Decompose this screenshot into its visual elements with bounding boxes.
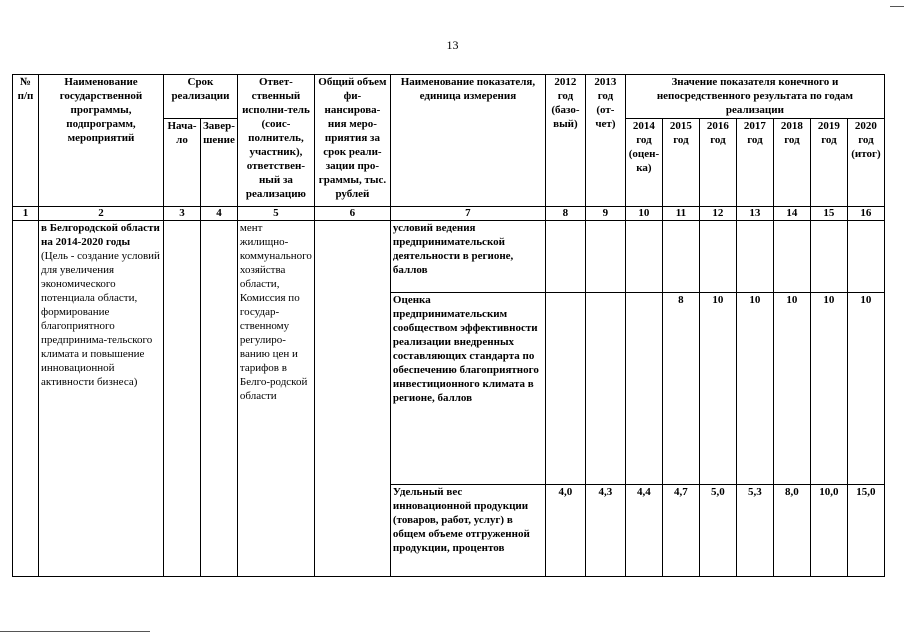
- value-cell: 10: [847, 293, 884, 485]
- col-number: 9: [585, 207, 625, 221]
- header-num: № п/п: [13, 75, 39, 207]
- value-cell: [736, 221, 773, 293]
- value-cell: 10: [736, 293, 773, 485]
- cell-num: [13, 221, 39, 577]
- value-cell: 15,0: [847, 485, 884, 577]
- value-cell: 4,0: [545, 485, 585, 577]
- value-cell: [773, 221, 810, 293]
- col-number: 10: [625, 207, 662, 221]
- value-cell: [847, 221, 884, 293]
- col-number: 6: [314, 207, 390, 221]
- col-number: 1: [13, 207, 39, 221]
- program-title: в Белгородской области на 2014-2020 годы: [41, 222, 160, 248]
- col-number: 11: [662, 207, 699, 221]
- value-cell: 4,3: [585, 485, 625, 577]
- value-cell: [662, 221, 699, 293]
- header-indicator: Наименование показателя, единица измерения: [390, 75, 545, 207]
- header-term-start: Нача-ло: [164, 119, 201, 207]
- scan-artifact-line: [0, 631, 150, 632]
- program-cell: [39, 221, 164, 577]
- cell-term-start: [164, 221, 201, 577]
- header-2015: 2015 год: [662, 119, 699, 207]
- value-cell: [625, 293, 662, 485]
- value-cell: 8,0: [773, 485, 810, 577]
- header-executor: Ответ-ственный исполни-тель (соис-полнитель, участник), ответствен-ный за реализацию: [237, 75, 314, 207]
- col-number: 13: [736, 207, 773, 221]
- col-number: 3: [164, 207, 201, 221]
- header-volume: Общий объем фи-нансирова-ния меро-приятия за срок реали-зации про-граммы, тыс. рублей: [314, 75, 390, 207]
- col-number: 2: [39, 207, 164, 221]
- header-2016: 2016 год: [699, 119, 736, 207]
- executor-cell: мент жилищно-коммунального хозяйства области, Комиссия по государ-ственному регулиро-ванию цен и тарифов в Белго-родской области: [237, 221, 314, 577]
- col-number: 5: [237, 207, 314, 221]
- header-2017: 2017 год: [736, 119, 773, 207]
- value-cell: [625, 221, 662, 293]
- indicators-table: [12, 74, 885, 577]
- indicator-cell: Оценка предпринимательским сообществом эффективности реализации внедренных составляющих стандарта по обеспечению благоприятного инвестиционного климата в регионе, баллов: [390, 293, 545, 485]
- col-number: 8: [545, 207, 585, 221]
- col-number: 16: [847, 207, 884, 221]
- value-cell: 10: [773, 293, 810, 485]
- header-2020: 2020 год (итог): [847, 119, 884, 207]
- col-number: 7: [390, 207, 545, 221]
- value-cell: 5,0: [699, 485, 736, 577]
- header-2018: 2018 год: [773, 119, 810, 207]
- value-cell: 5,3: [736, 485, 773, 577]
- value-cell: 10: [810, 293, 847, 485]
- program-goal: (Цель - создание условий для увеличения экономического потенциала области, формирование благоприятного предпринима-тельского климата и повышение инновационной активности бизнеса): [41, 250, 160, 388]
- value-cell: [699, 221, 736, 293]
- value-cell: 4,7: [662, 485, 699, 577]
- value-cell: [545, 293, 585, 485]
- col-number: 14: [773, 207, 810, 221]
- col-number: 12: [699, 207, 736, 221]
- indicator-cell: Удельный вес инновационной продукции (товаров, работ, услуг) в общем объеме отгруженной продукции, процентов: [390, 485, 545, 577]
- header-2013: 2013 год (от-чет): [585, 75, 625, 207]
- header-target-group: Значение показателя конечного и непосредственного результата по годам реализации: [625, 75, 884, 119]
- value-cell: [810, 221, 847, 293]
- value-cell: [545, 221, 585, 293]
- cell-volume: [314, 221, 390, 577]
- col-number: 4: [201, 207, 238, 221]
- header-2019: 2019 год: [810, 119, 847, 207]
- value-cell: 10,0: [810, 485, 847, 577]
- scan-artifact-mark: [890, 6, 904, 7]
- page-number: 13: [446, 38, 459, 52]
- header-2012: 2012 год (базо-вый): [545, 75, 585, 207]
- col-number: 15: [810, 207, 847, 221]
- indicator-cell: условий ведения предпринимательской деятельности в регионе, баллов: [390, 221, 545, 293]
- header-term-end: Завер-шение: [201, 119, 238, 207]
- header-term: Срок реализации: [164, 75, 238, 119]
- header-program: Наименование государственной программы, подпрограмм, мероприятий: [39, 75, 164, 207]
- value-cell: 8: [662, 293, 699, 485]
- value-cell: [585, 221, 625, 293]
- value-cell: 10: [699, 293, 736, 485]
- value-cell: 4,4: [625, 485, 662, 577]
- header-2014: 2014 год (оцен-ка): [625, 119, 662, 207]
- cell-term-end: [201, 221, 238, 577]
- value-cell: [585, 293, 625, 485]
